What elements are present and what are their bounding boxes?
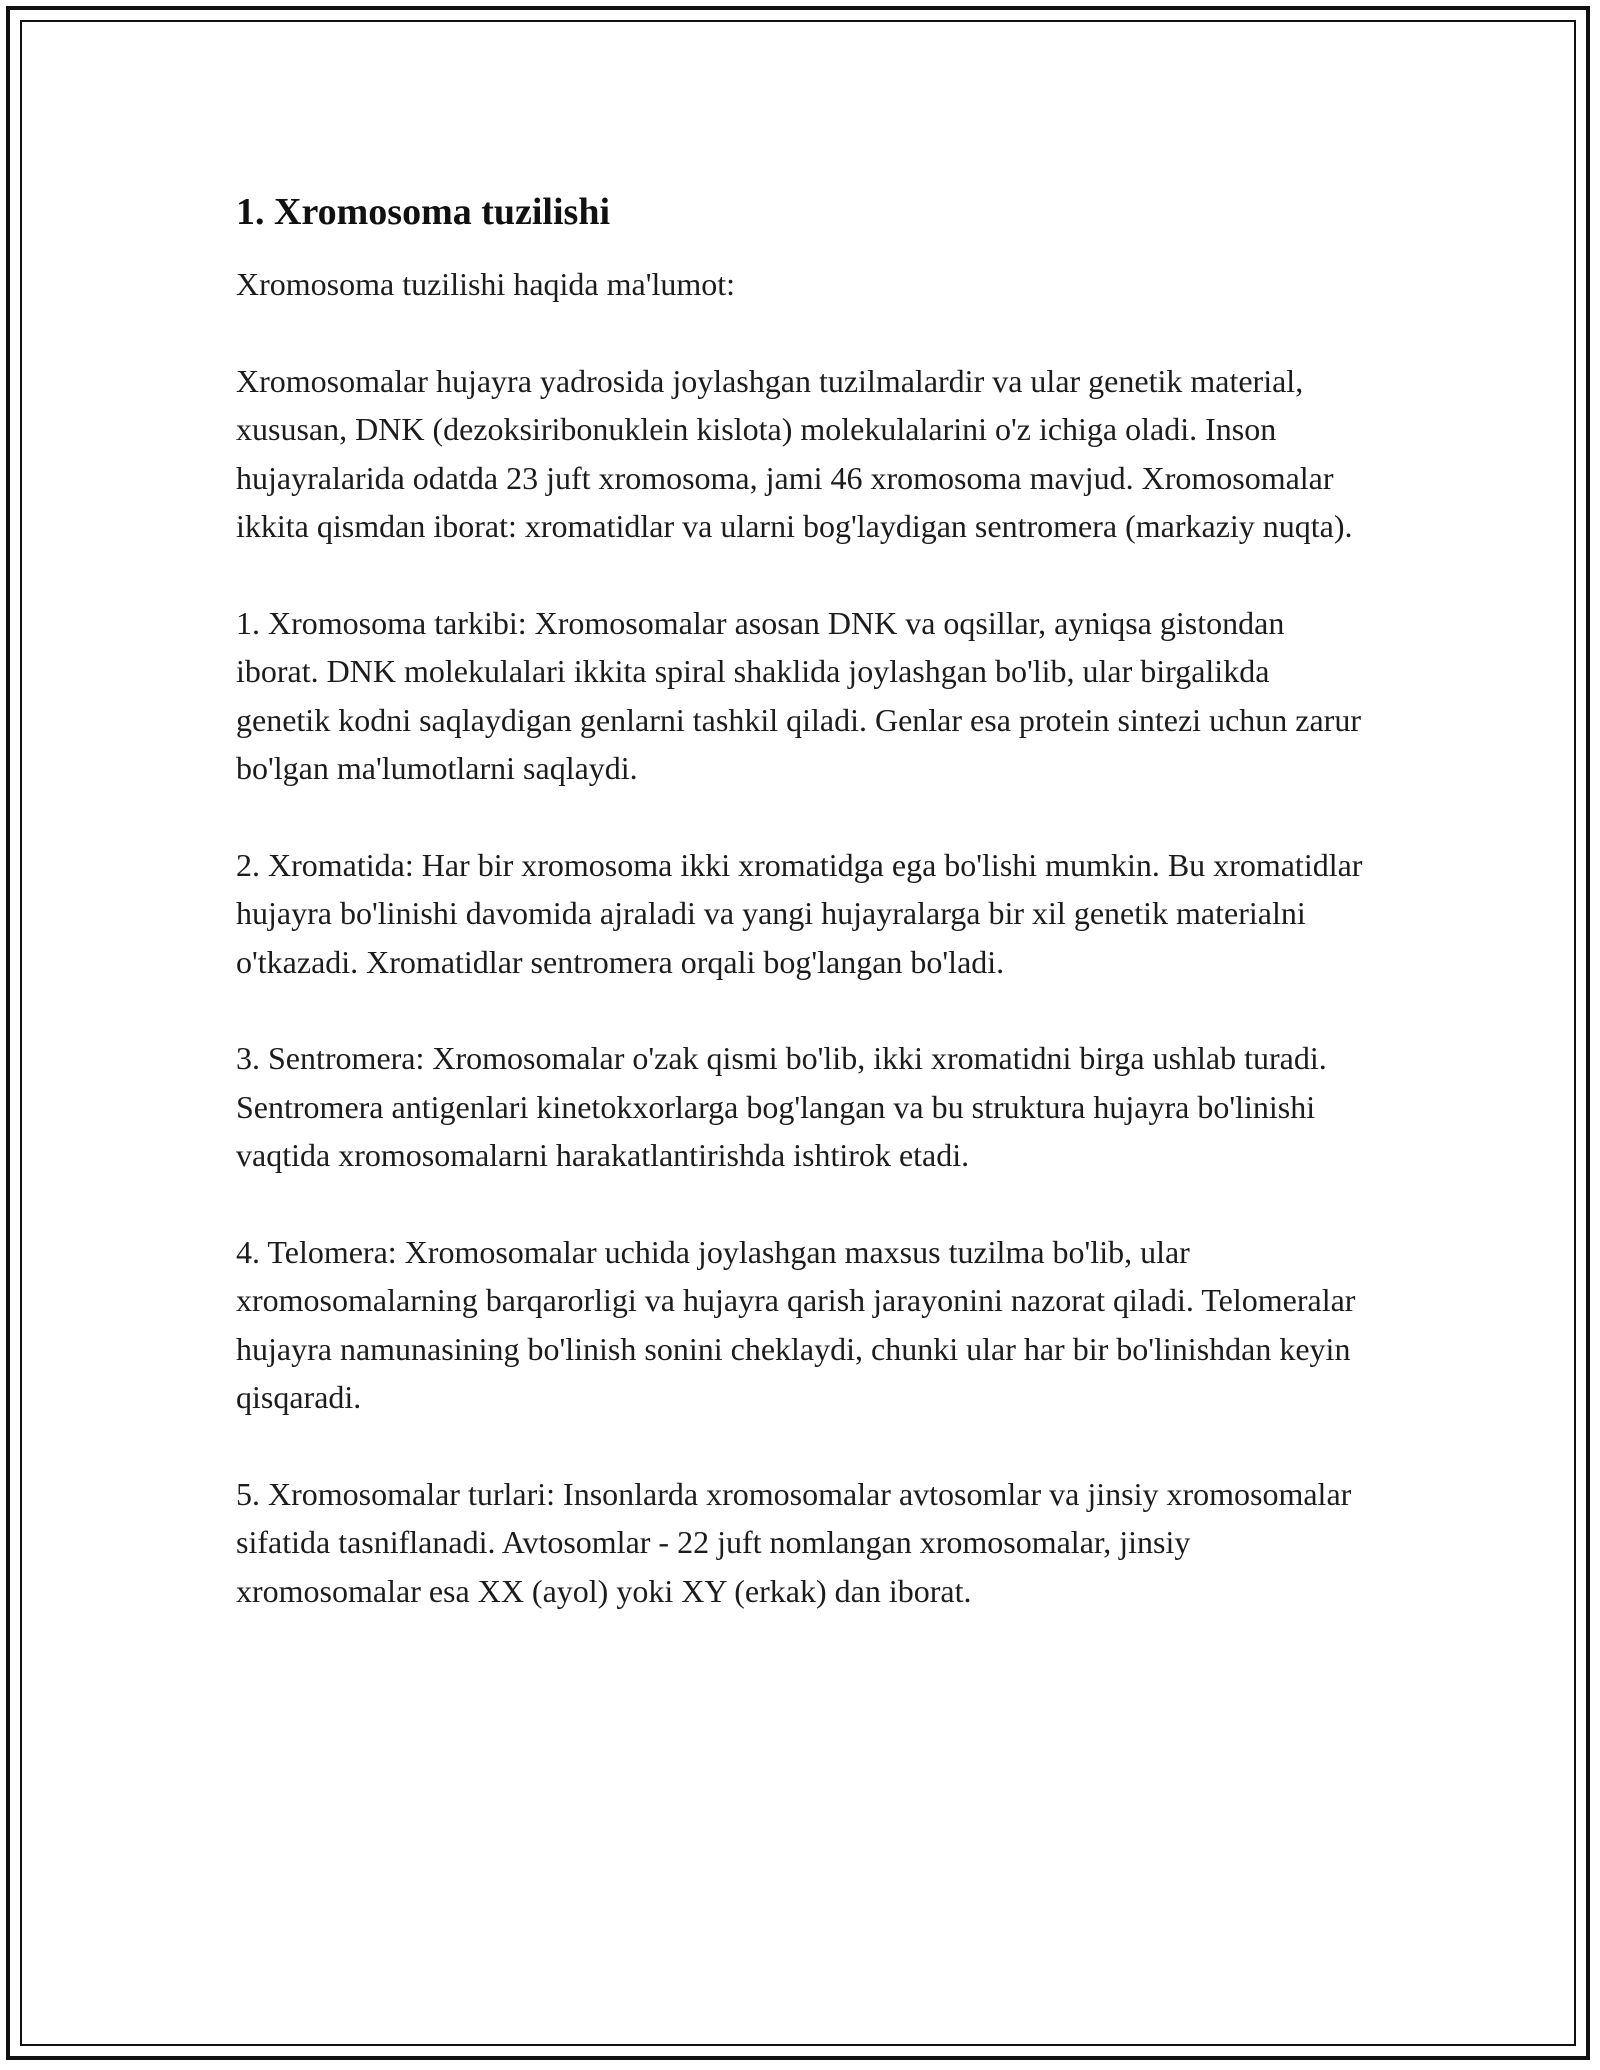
document-body <box>236 186 1366 1663</box>
paragraph-composition: 1. Xromosoma tarkibi: Xromosomalar asosan DNK va oqsillar, ayniqsa gistondan iborat. DNK molekulalari ikkita spiral shaklida joylashgan bo'lib, ular birgalikda genetik kodni saqlaydigan genlarni tashkil qiladi. Genlar esa protein sintezi uchun zarur bo'lgan ma'lumotlarni saqlaydi. <box>236 604 1361 786</box>
document-title: 1. Xromosoma tuzilishi <box>236 191 611 233</box>
intro-line: Xromosoma tuzilishi haqida ma'lumot: <box>236 266 736 302</box>
paragraph-centromere: 3. Sentromera: Xromosomalar o'zak qismi bo'lib, ikki xromatidni birga ushlab turadi. Sentromera antigenlari kinetokxorlarga bog'langan va bu struktura hujayra bo'linishi vaqtida xromosomalarni harakatlantirishda ishtirok etadi. <box>236 1040 1327 1173</box>
paragraph-overview: Xromosomalar hujayra yadrosida joylashgan tuzilmalardir va ular genetik material, xususan, DNK (dezoksiribonuklein kislota) molekulalarini o'z ichiga oladi. Inson hujayralarida odatda 23 juft xromosoma, jami 46 xromosoma mavjud. Xromosomalar ikkita qismdan iborat: xromatidlar va ularni bog'laydigan sentromera (markaziy nuqta). <box>236 362 1353 544</box>
paragraph-chromatid: 2. Xromatida: Har bir xromosoma ikki xromatidga ega bo'lishi mumkin. Bu xromatidlar hujayra bo'linishi davomida ajraladi va yangi hujayralarga bir xil genetik materialni o'tkazadi. Xromatidlar sentromera orqali bog'langan bo'ladi. <box>236 846 1363 980</box>
paragraph-telomere: 4. Telomera: Xromosomalar uchida joylashgan maxsus tuzilma bo'lib, ular xromosomalarning barqarorligi va hujayra qarish jarayonini nazorat qiladi. Telomeralar hujayra namunasining bo'linish sonini cheklaydi, chunki ular har bir bo'linishdan keyin qisqaradi. <box>236 1233 1356 1415</box>
paragraph-types: 5. Xromosomalar turlari: Insonlarda xromosomalar avtosomlar va jinsiy xromosomalar sifatida tasniflanadi. Avtosomlar - 22 juft nomlangan xromosomalar, jinsiy xromosomalar esa XX (ayol) yoki XY (erkak) dan iborat. <box>236 1475 1352 1609</box>
